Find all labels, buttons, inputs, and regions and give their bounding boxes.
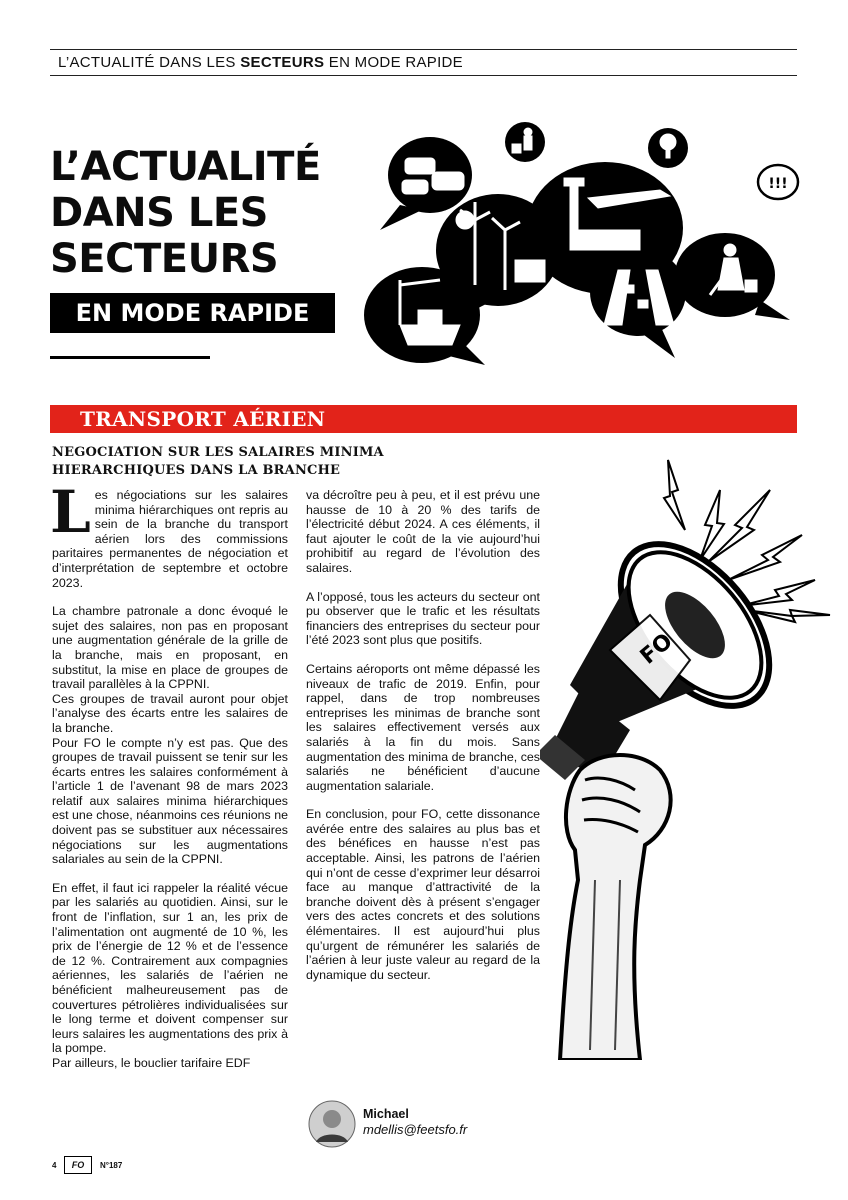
fo-logo: FO [64, 1156, 92, 1174]
fo-badge-text: FO [635, 628, 678, 670]
paragraph: La chambre patronale a donc évoqué le sujet des salaires, non pas en proposant une augmentation générale de la grille de la branche, mais en proposant, en substitut, la mise en place de groupes de travail parallèles à la CPPNI. [52, 604, 288, 692]
paragraph: va décroître peu à peu, et il est prévu une hausse de 10 à 20 % des tarifs de l’électricité début 2024. A ces éléments, il faut ajouter le coût de la vie aujourd’hui prohibitif au regard de l’évolution des salaires. [306, 488, 540, 575]
top-rule [50, 49, 797, 50]
exclaim-text: !!! [768, 176, 788, 192]
fist-icon [560, 755, 671, 1060]
lightning-icon [664, 460, 685, 530]
article-subhead [52, 444, 392, 480]
paragraph: Certains aéroports ont même dépassé les niveaux de trafic de 2019. Enfin, pour rappel, dans de trop nombreuses entreprises les minimas de branche sont les salaires effectivement versés aux salariés à la fin du mois. Sans augmentation des minima de branche, ces salariés ne bénéficient d’aucune augmentation salariale. [306, 661, 540, 793]
page-title [50, 144, 321, 282]
paragraph: En effet, il faut ici rappeler la réalité vécue par les salariés au quotidien. Ainsi, sur le front de l’inflation, sur 1 an, les prix de l’alimentation ont augmenté de 10 %, les prix de l’énergie de 12 % et de l’essence de 12 %. Contrairement aux compagnies aériennes, les salariés de l’aérien ne bénéficient malheureusement pas de couvertures pétrolières individualisées sur le long terme et doivent compenser sur leurs salaires les augmentations des prix à la pompe. [52, 880, 288, 1056]
ship-icon [400, 325, 460, 345]
paragraph: Par ailleurs, le bouclier tarifaire EDF [52, 1055, 251, 1070]
article-column-2 [306, 488, 540, 996]
section-title: TRANSPORT AÉRIEN [80, 407, 326, 431]
header-rule [50, 75, 797, 76]
paragraph: A l’opposé, tous les acteurs du secteur ont pu observer que le trafic et les résultats financiers des entreprises du secteur pour l’été 2023 sont plus que positifs. [306, 589, 540, 648]
megaphone-icon [540, 517, 798, 780]
paragraph: Pour FO le compte n’y est pas. Que des groupes de travail puissent se tenir sur les écarts entres les salaires conformément à l’article 1 de l’avenant 98 de mars 2023 relatif aux salaires minima hiérarchiques est une chose, néanmoins ces réunions ne doivent pas se substituer aux nécessaires négociations sur les augmentations salariales au sein de la CPPNI. [52, 735, 288, 867]
page-number: 4 [52, 1161, 57, 1170]
drop-cap: L [50, 478, 91, 546]
article-column-1 [50, 478, 288, 1071]
megaphone-fist-illustration [540, 450, 840, 1060]
paragraph: En conclusion, pour FO, cette dissonance avérée entre des salaires au plus bas et des bénéfices en hausse n’est pas acceptable. Ainsi, les patrons de l’aérien qui n’ont de cesse d’exprimer leur désarroi face au manque d’attractivité de la branche doivent dès à présent s’engager vers des actes concrets et des solutions élémentaires. Il est aujourd’hui plus qu’urgent de rémunérer les salariés de l’aérien à leur juste valeur au regard de la dynamique du secteur. [306, 807, 540, 982]
cleaner-icon [524, 128, 532, 136]
title-line-2: DANS LES [50, 190, 268, 236]
author-name: Michael [363, 1107, 409, 1121]
issue-number: N°187 [100, 1161, 123, 1170]
running-header: L’ACTUALITÉ DANS LES SECTEURS EN MODE RAPIDE [58, 54, 463, 71]
mode-rapide-badge: EN MODE RAPIDE [50, 293, 335, 333]
title-line-1: L’ACTUALITÉ [50, 144, 321, 190]
paragraph: Ces groupes de travail auront pour objet l’analyse des écarts entre les salaires de la branche. [52, 691, 288, 735]
paragraph: es négociations sur les salaires minima hiérarchiques ont repris au sein de la branche du transport aérien lors des commissions paritaires permanentes de négociation et d’interprétation de septembre et octobre 2023. [52, 488, 288, 590]
solar-panel-icon [515, 260, 545, 282]
author-email[interactable]: mdellis@feetsfo.fr [363, 1122, 468, 1137]
worker-icon [724, 244, 736, 256]
title-line-3: SECTEURS [50, 236, 279, 282]
author-avatar [308, 1100, 356, 1148]
sectors-speech-bubbles [360, 120, 800, 370]
subhead-line-1: NEGOCIATION SUR LES SALAIRES MINIMA [52, 445, 384, 460]
title-underline [50, 356, 210, 359]
subhead-line-2: HIERARCHIQUES DANS LA BRANCHE [52, 463, 341, 478]
cars-icon [405, 158, 435, 174]
